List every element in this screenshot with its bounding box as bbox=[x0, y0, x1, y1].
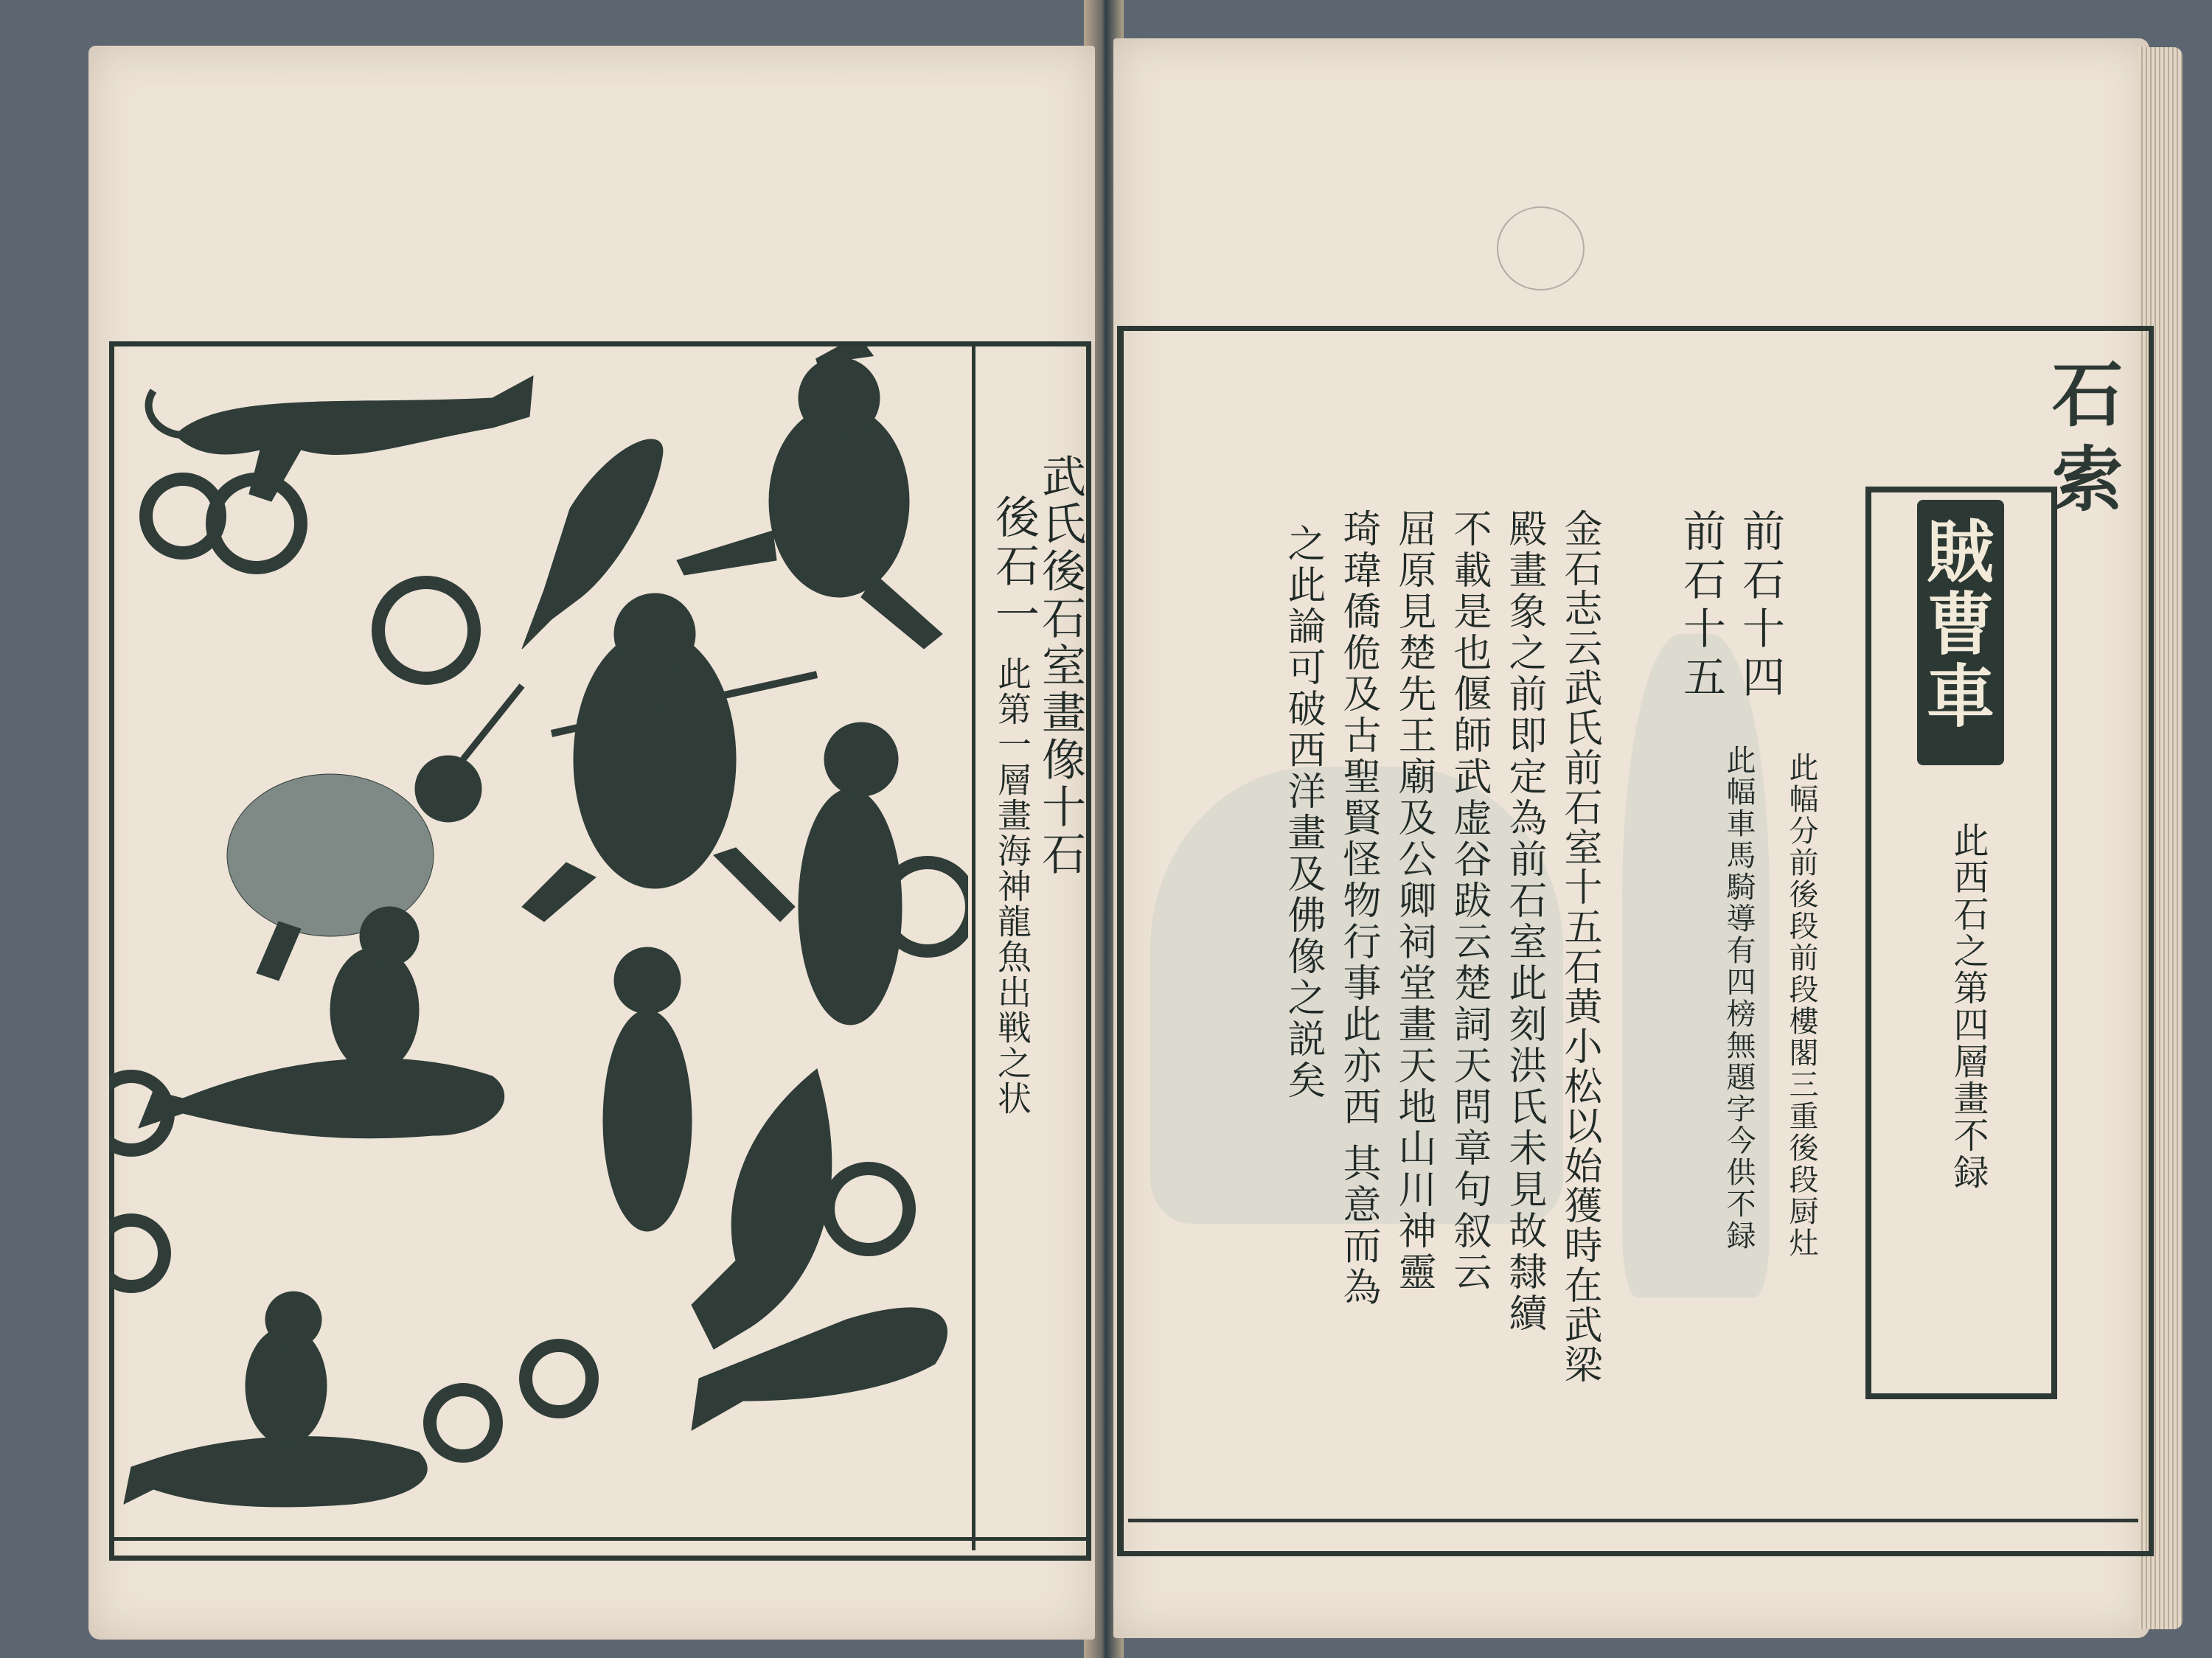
title-box-text: 賊曹車 bbox=[1916, 516, 1995, 733]
body-column-1: 金石志云武氏前石室十五石黄小松以始獲時在武梁 bbox=[1557, 509, 1601, 1384]
body-column-3: 不載是也偃師武虚谷跋云楚詞天問章句叙云 bbox=[1447, 509, 1491, 1293]
left-page-subtitle: 後石一 bbox=[988, 494, 1040, 640]
left-bottom-rule bbox=[109, 1537, 1086, 1541]
body-column-6: 之此論可破西洋畫及佛像之説矣 bbox=[1281, 523, 1325, 1101]
column-front-stone-14: 前石十四 bbox=[1735, 509, 1785, 703]
right-bottom-rule bbox=[1128, 1519, 2138, 1522]
title-note: 此西石之第四層畫不録 bbox=[1947, 822, 1989, 1191]
left-page-title: 武氏後石室畫像十石 bbox=[1034, 453, 1086, 878]
body-column-4: 屈原見楚先王廟及公卿祠堂畫天地山川神靈 bbox=[1391, 509, 1436, 1293]
body-column-5: 琦瑋僑佹及古聖賢怪物行事此亦西 其意而為 bbox=[1336, 509, 1380, 1309]
column-note-chariot: 此幅車馬騎導有四榜無題字今供不録 bbox=[1722, 745, 1756, 1252]
left-page-caption: 此第一層畫海神龍魚出戦之状 bbox=[992, 656, 1032, 1116]
pencil-circle-mark bbox=[1497, 206, 1585, 290]
title-box bbox=[1917, 500, 2004, 765]
edge-glyph-bottom: 索 bbox=[2052, 438, 2123, 521]
edge-glyph-top: 石 bbox=[2052, 353, 2123, 436]
column-note-front-back: 此幅分前後段前段樓閣三重後段厨灶 bbox=[1784, 752, 1818, 1259]
frog-warrior-figure bbox=[677, 346, 942, 649]
stone-relief-illustration bbox=[109, 346, 968, 1533]
body-column-2: 殿畫象之前即定為前石室此刻洪氏未見故隸續 bbox=[1502, 509, 1546, 1334]
left-caption-divider bbox=[972, 346, 975, 1550]
column-front-stone-15: 前石十五 bbox=[1676, 509, 1726, 703]
bear-spearman-figure bbox=[522, 593, 817, 922]
